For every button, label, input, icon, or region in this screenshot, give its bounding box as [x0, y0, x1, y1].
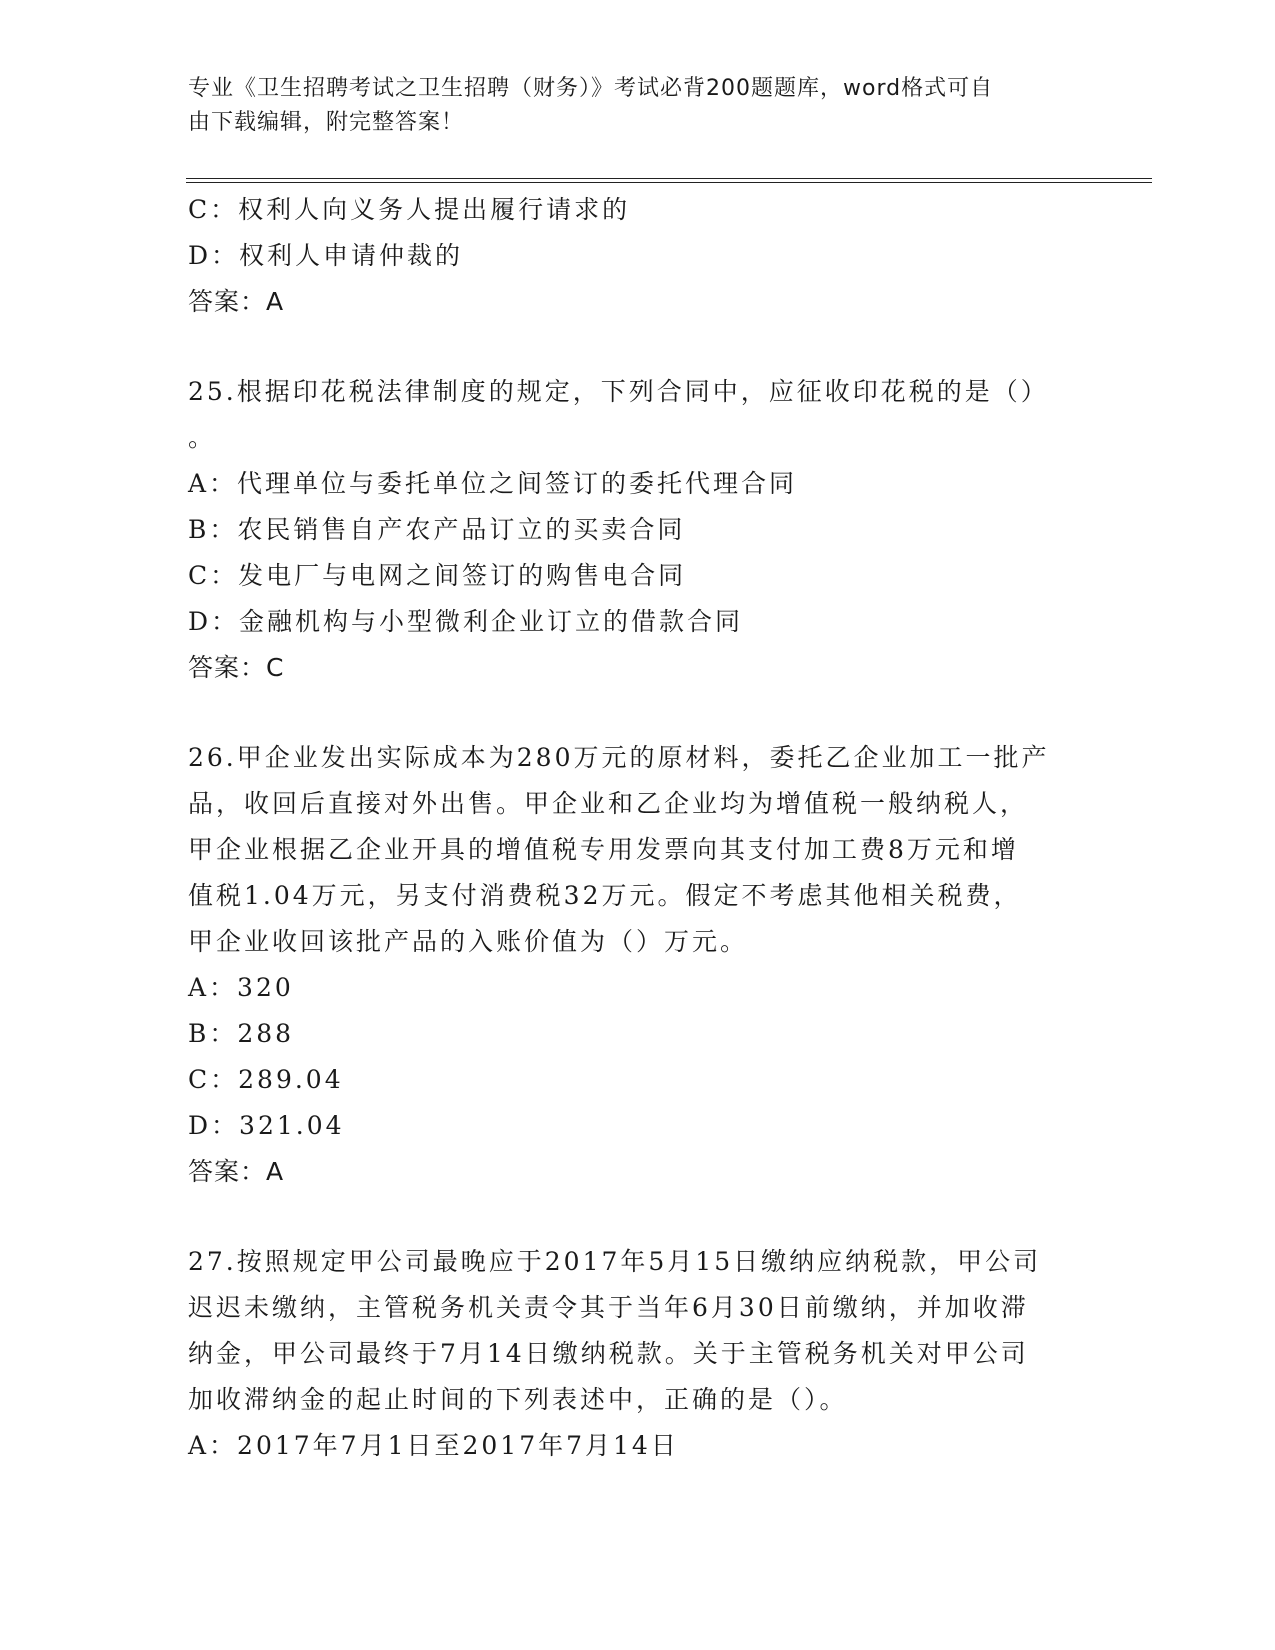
- option-a: A：320: [188, 973, 294, 1002]
- spacer: [188, 1195, 1088, 1239]
- question-24-continued: [188, 187, 1088, 325]
- question-text-line: 值税1.04万元，另支付消费税32万元。假定不考虑其他相关税费，: [188, 881, 1022, 910]
- question-text-line: 品，收回后直接对外出售。甲企业和乙企业均为增值税一般纳税人，: [188, 789, 1029, 818]
- document-header: [188, 72, 1068, 140]
- question-text-line: 。: [188, 423, 217, 452]
- option-b: B：288: [188, 1019, 295, 1048]
- option-d: D：321.04: [188, 1111, 345, 1140]
- option-c: C：289.04: [188, 1065, 344, 1094]
- question-list: [188, 187, 1088, 1469]
- question-text-line: 25.根据印花税法律制度的规定，下列合同中，应征收印花税的是（）: [188, 377, 1049, 406]
- answer: 答案：C: [188, 653, 285, 682]
- question-text: [188, 1239, 1068, 1423]
- answer: 答案：A: [188, 287, 285, 316]
- question-text-line: 加收滞纳金的起止时间的下列表述中，正确的是（）。: [188, 1385, 848, 1414]
- question-text-line: 迟迟未缴纳，主管税务机关责令其于当年6月30日前缴纳，并加收滞: [188, 1293, 1029, 1322]
- question-text-line: 27.按照规定甲公司最晚应于2017年5月15日缴纳应纳税款，甲公司: [188, 1247, 1042, 1276]
- question-text: [188, 369, 1068, 461]
- question-text-line: 纳金，甲公司最终于7月14日缴纳税款。关于主管税务机关对甲公司: [188, 1339, 1029, 1368]
- header-line-2: 由下载编辑，附完整答案！: [188, 110, 465, 135]
- option-d: D：权利人申请仲裁的: [188, 241, 464, 270]
- spacer: [188, 325, 1088, 369]
- question-25: [188, 369, 1088, 691]
- question-27: [188, 1239, 1088, 1469]
- question-26: [188, 735, 1088, 1195]
- question-text-line: 甲企业根据乙企业开具的增值税专用发票向其支付加工费8万元和增: [188, 835, 1019, 864]
- question-text: [188, 735, 1068, 965]
- header-line-1: 专业《卫生招聘考试之卫生招聘（财务）》考试必背200题题库，word格式可自: [188, 76, 994, 101]
- option-a: A：代理单位与委托单位之间签订的委托代理合同: [188, 469, 798, 498]
- spacer: [188, 691, 1088, 735]
- option-a: A：2017年7月1日至2017年7月14日: [188, 1431, 679, 1460]
- question-text-line: 26.甲企业发出实际成本为280万元的原材料，委托乙企业加工一批产: [188, 743, 1050, 772]
- option-c: C：发电厂与电网之间签订的购售电合同: [188, 561, 687, 590]
- option-b: B：农民销售自产农产品订立的买卖合同: [188, 515, 686, 544]
- question-text-line: 甲企业收回该批产品的入账价值为（）万元。: [188, 927, 749, 956]
- option-d: D：金融机构与小型微利企业订立的借款合同: [188, 607, 744, 636]
- option-c: C：权利人向义务人提出履行请求的: [188, 195, 631, 224]
- answer: 答案：A: [188, 1157, 285, 1186]
- header-divider-bottom: [186, 182, 1152, 183]
- header-divider-top: [186, 178, 1152, 179]
